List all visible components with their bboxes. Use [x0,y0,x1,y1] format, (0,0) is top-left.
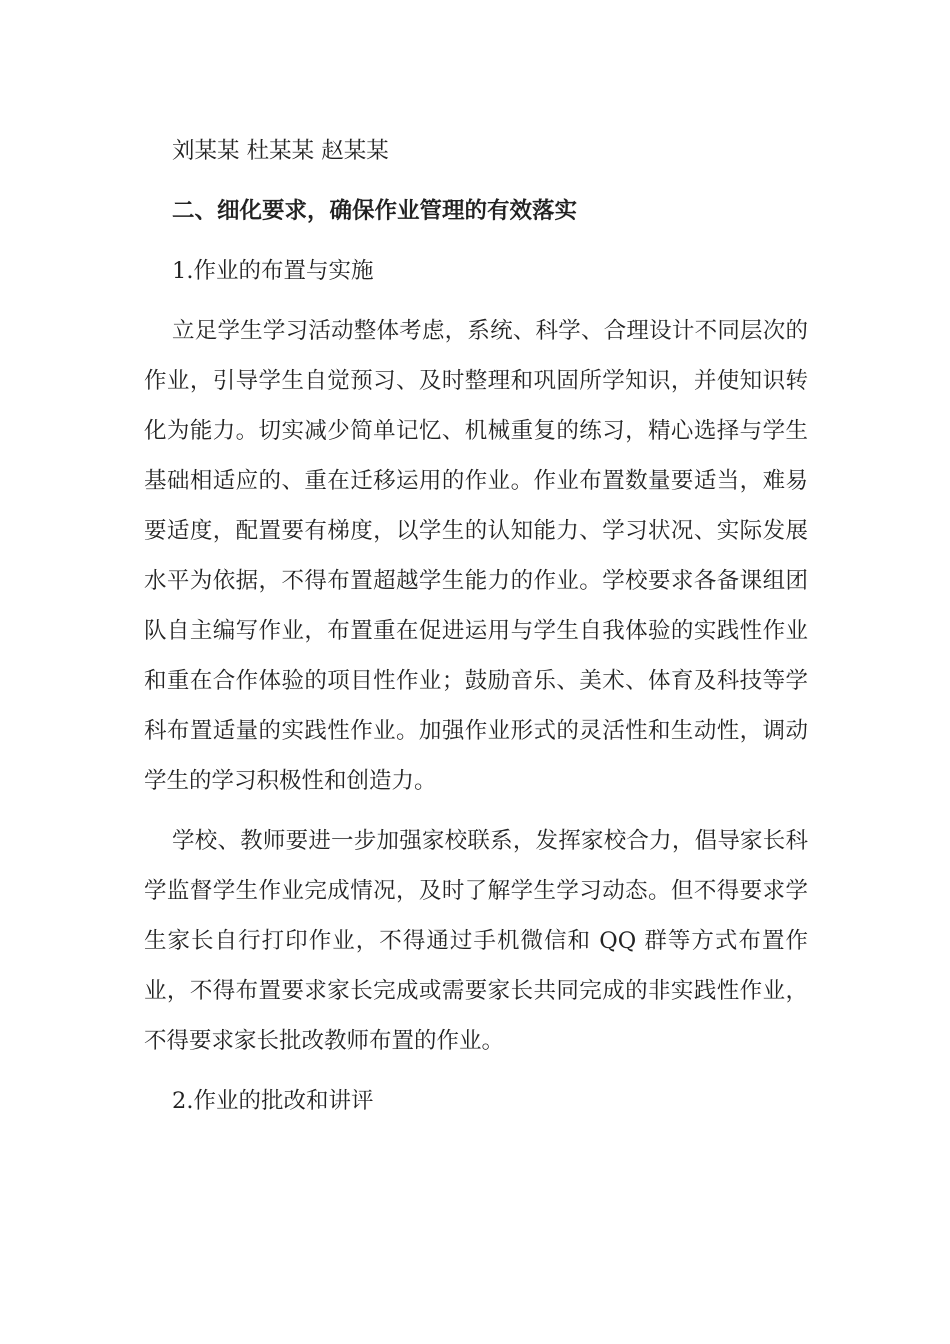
paragraph-home-school: 学校、教师要进一步加强家校联系，发挥家校合力，倡导家长科学监督学生作业完成情况，及时了解学生学习动态。但不得要求学生家长自行打印作业，不得通过手机微信和 QQ 群等方式布置作业，不得布置要求家长完成或需要家长共同完成的非实践性作业，不得要求家长批改教师布置的作业。 [144,828,808,1054]
section-heading: 二、细化要求，确保作业管理的有效落实 [172,198,578,224]
document-content [144,126,808,1136]
subheading-grading-review: 2.作业的批改和讲评 [172,1088,374,1114]
names-line: 刘某某 杜某某 赵某某 [172,138,389,164]
subheading-assignment-implementation: 1.作业的布置与实施 [172,258,374,284]
paragraph-assignment-design: 立足学生学习活动整体考虑，系统、科学、合理设计不同层次的作业，引导学生自觉预习、及时整理和巩固所学知识，并使知识转化为能力。切实减少简单记忆、机械重复的练习，精心选择与学生基础相适应的、重在迁移运用的作业。作业布置数量要适当，难易要适度，配置要有梯度，以学生的认知能力、学习状况、实际发展水平为依据，不得布置超越学生能力的作业。学校要求各备课组团队自主编写作业，布置重在促进运用与学生自我体验的实践性作业和重在合作体验的项目性作业；鼓励音乐、美术、体育及科技等学科布置适量的实践性作业。加强作业形式的灵活性和生动性，调动学生的学习积极性和创造力。 [144,318,808,794]
